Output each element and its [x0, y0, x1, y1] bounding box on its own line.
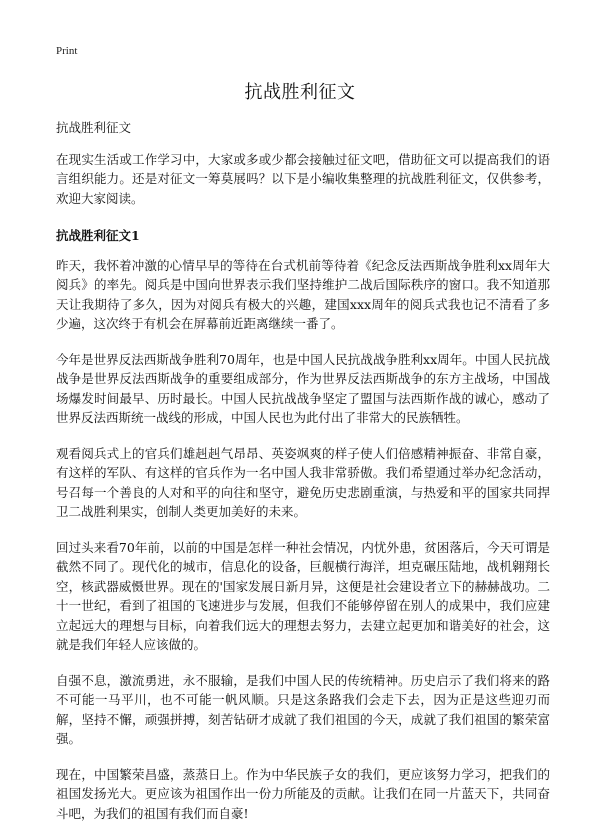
body-paragraph-6: 现在，中国繁荣昌盛，蒸蒸日上。作为中华民族子女的我们，更应该努力学习，把我们的祖国发扬光大。更应该为祖国作出一份力所能及的贡献。让我们在同一片蓝天下，共同奋斗吧，为我们的祖国有我们而自豪!: [56, 766, 550, 821]
body-paragraph-1: 昨天，我怀着冲激的心情早早的等待在台式机前等待着《纪念反法西斯战争胜利xx周年大阅兵》的率先。阅兵是中国向世界表示我们坚持维护二战后国际秩序的窗口。我不知道那天让我期待了多久，因为对阅兵有极大的兴趣，建国xxx周年的阅兵式我也记不清看了多少遍，这次终于有机会在屏幕前近距离继续一番了。: [56, 257, 550, 331]
body-paragraph-5: 自强不息，激流勇进，永不服输，是我们中国人民的传统精神。历史启示了我们将来的路不可能一马平川，也不可能一帆风顺。只是这条路我们会走下去，因为正是这些迎刃而解，坚持不懈，顽强拼搏，刻苦钻研才成就了我们祖国的今天，成就了我们祖国的繁荣富强。: [56, 672, 550, 746]
body-paragraph-2: 今年是世界反法西斯战争胜利70周年，也是中国人民抗战战争胜利xx周年。中国人民抗战战争是世界反法西斯战争的重要组成部分，作为世界反法西斯战争的东方主战场，中国战场爆发时间最早、历时最长。中国人民抗战战争坚定了盟国与法西斯作战的诚心，感动了世界反法西斯统一战线的形成，中国人民也为此付出了非常大的民族牺牲。: [56, 351, 550, 425]
document-subtitle: 抗战胜利征文: [56, 120, 132, 135]
print-label: Print: [56, 45, 78, 57]
page-title: 抗战胜利征文: [244, 82, 356, 103]
document-body: [56, 118, 550, 839]
body-paragraph-3: 观看阅兵式上的官兵们雄赳赳气昂昂、英姿飒爽的样子使人们倍感精神振奋、非常自豪，有这样的军队、有这样的官兵作为一名中国人我非常骄傲。我们希望通过举办纪念活动，号召每一个善良的人对和平的向往和坚守，避免历史悲剧重演，与热爱和平的国家共同捍卫二战胜利果实，创制人类更加美好的未来。: [56, 445, 550, 519]
body-paragraph-4: 回过头来看70年前，以前的中国是怎样一种社会情况，内忧外患，贫困落后，今天可谓是截然不同了。现代化的城市，信息化的设备，巨舰横行海洋，坦克碾压陆地，战机翱翔长空，核武器威慑世界。现在的'国家发展日新月异，这便是社会建设者立下的赫赫战功。二十一世纪，看到了祖国的飞速进步与发展，但我们不能够停留在别人的成果中，我们应建立起远大的理想与目标，向着我们远大的理想去努力，去建立起更加和谐美好的社会，这就是我们年轻人应该做的。: [56, 539, 550, 652]
section-heading: 抗战胜利征文1: [56, 228, 140, 243]
intro-paragraph: 在现实生活或工作学习中，大家或多或少都会接触过征文吧，借助征文可以提高我们的语言组织能力。还是对征文一筹莫展吗？以下是小编收集整理的抗战胜利征文，仅供参考，欢迎大家阅读。: [56, 151, 550, 206]
